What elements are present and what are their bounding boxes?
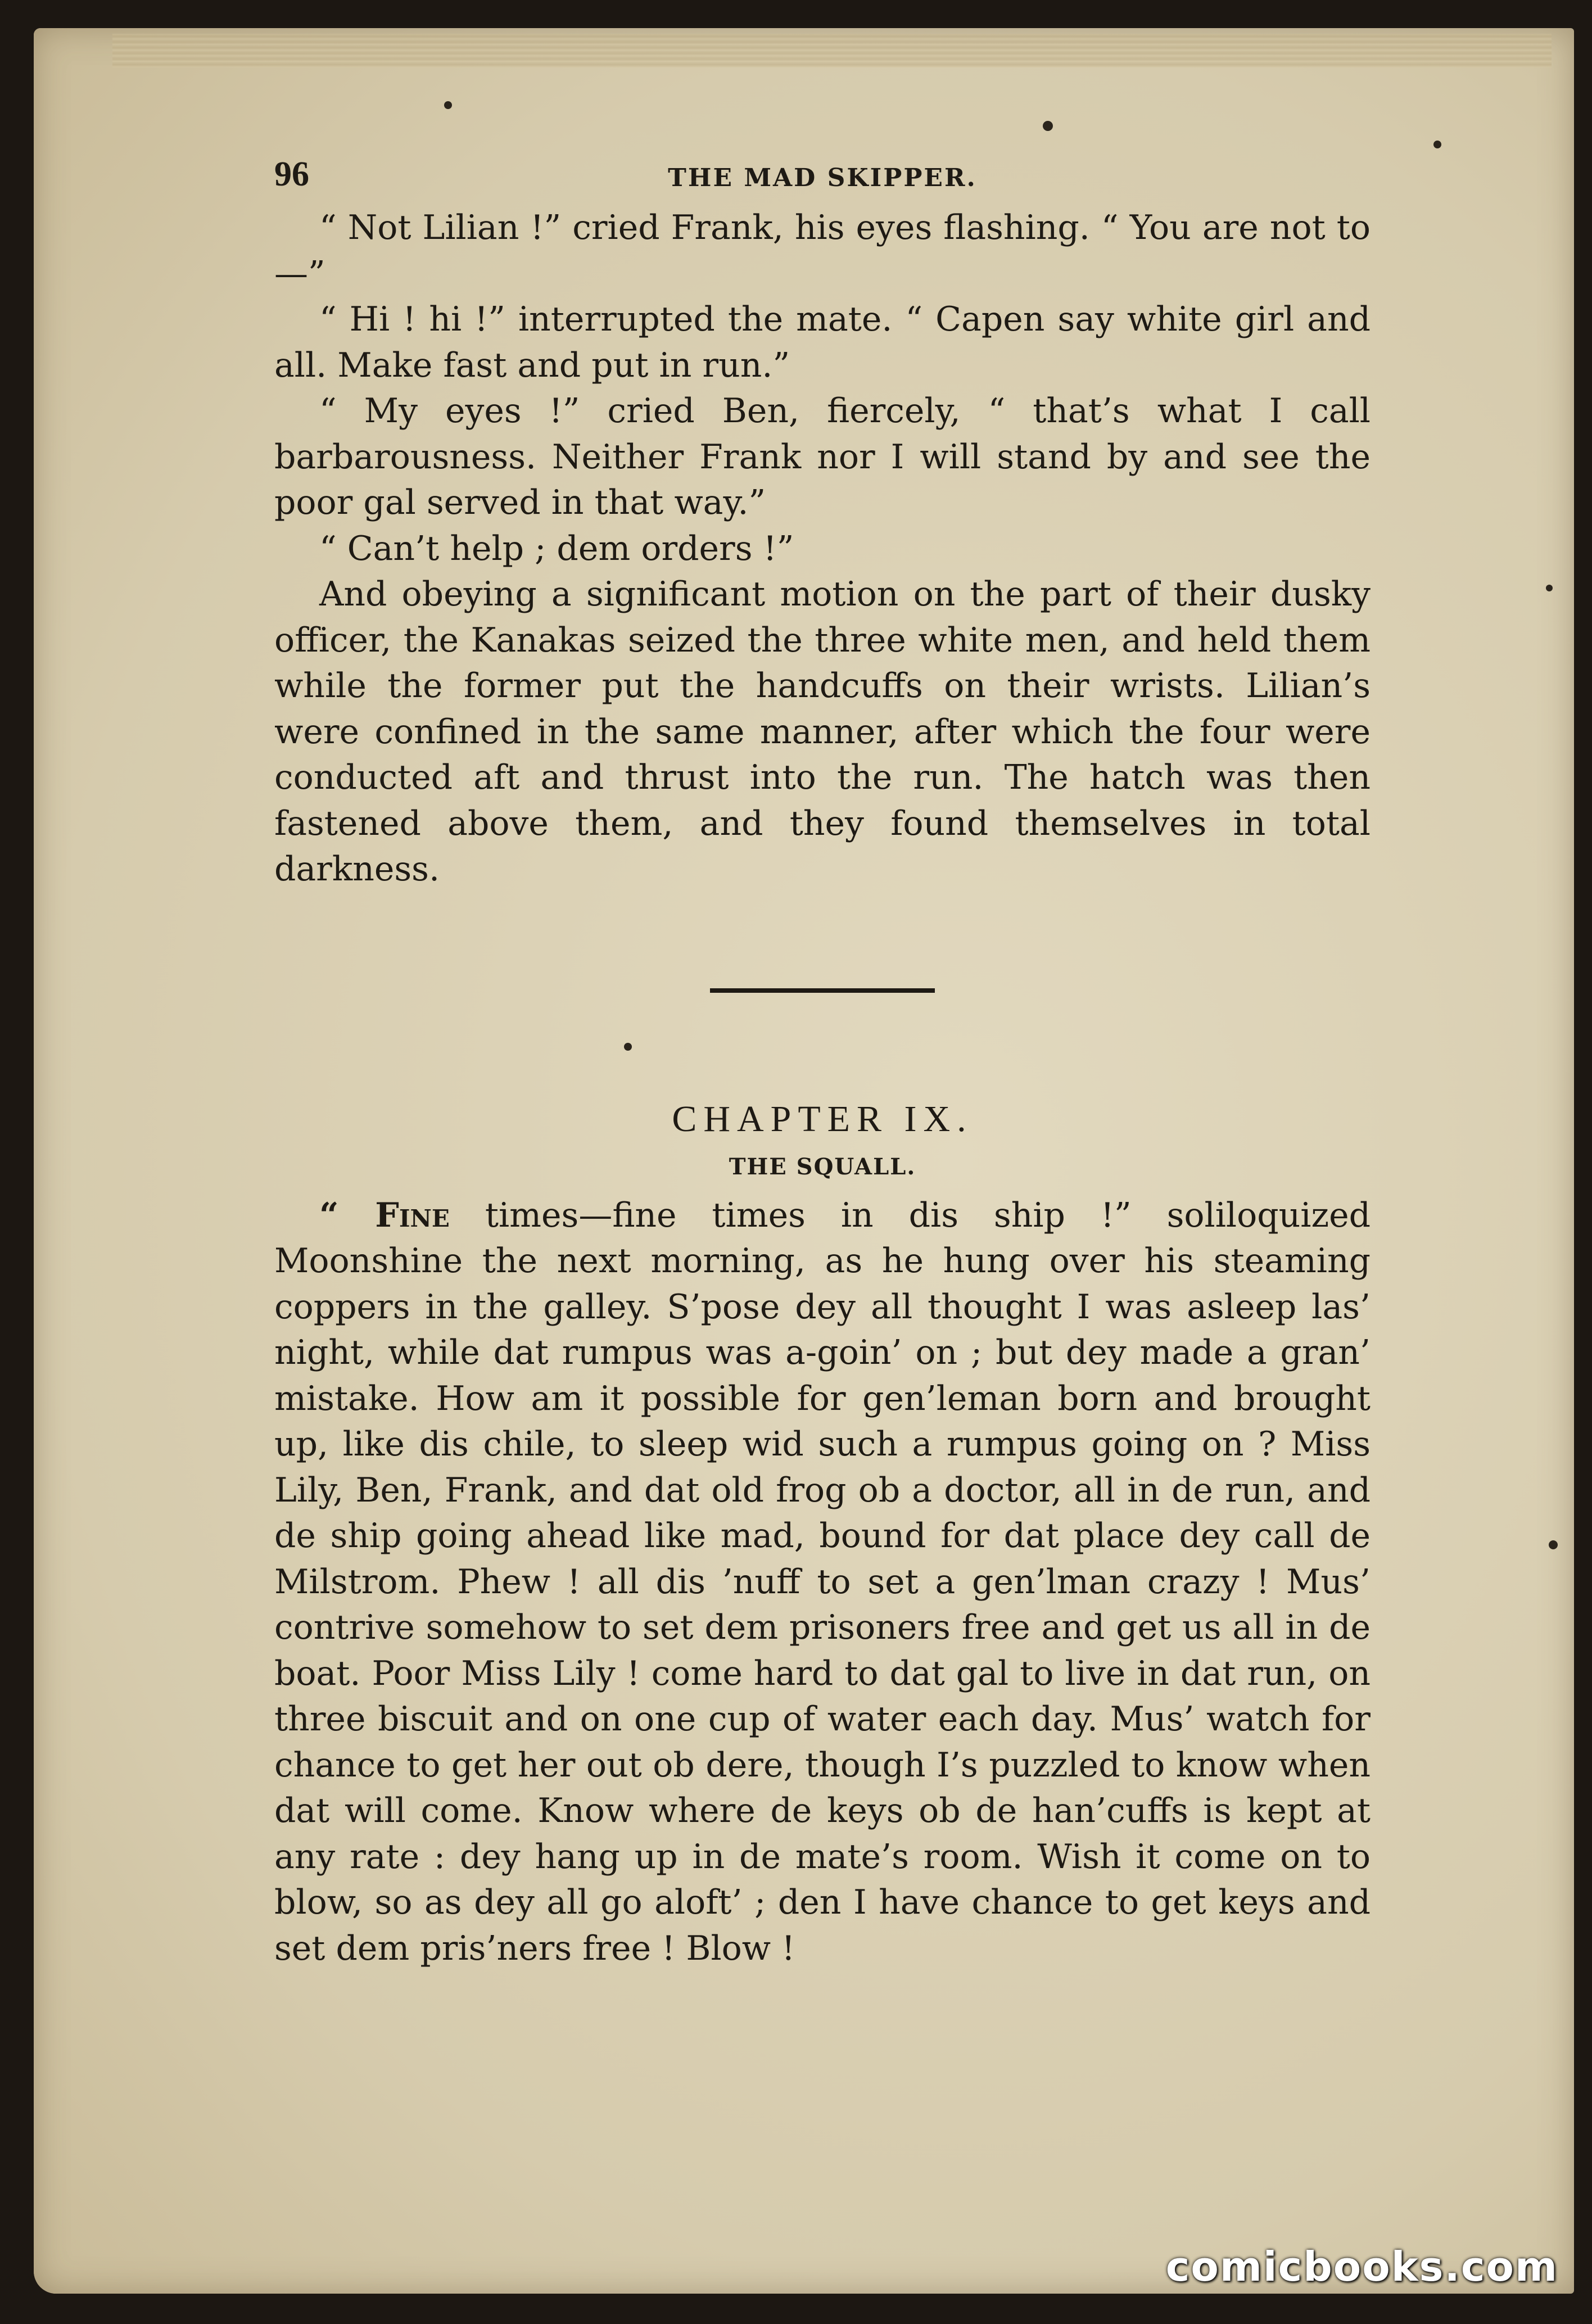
paragraph: “ Can’t help ; dem orders !” [319,528,794,568]
paragraph: “ Hi ! hi !” interrupted the mate. “ Capen say white girl and all. Make fast and put in run.” [274,300,1371,385]
section-text [274,205,1371,893]
running-head [274,152,1371,205]
paragraph: And obeying a significant motion on the part of their dusky officer, the Kanakas seized the three white men, and held them while the former put the handcuffs on their wrists. Lilian’s were confined in the same manner, after which the four were conducted aft and thrust into the run. The hatch was then fastened above them, and they found themselves in total darkness. [274,575,1371,889]
paragraph: “ Not Lilian !” cried Frank, his eyes flashing. “ You are not to—” [274,208,1371,293]
opening-word: “ Fine [319,1195,450,1235]
page-number: 96 [274,155,309,193]
paragraph: “ My eyes !” cried Ben, fiercely, “ that’s what I call barbarousness. Neither Frank nor I will stand by and see the poor gal served in that way.” [274,391,1371,522]
chapter-opening-paragraph [274,1193,1371,1972]
page-top-edge [112,34,1552,67]
opening-text: times—fine times in dis ship !” soliloquized Moonshine the next morning, as he hung over his steaming coppers in the galley. S’pose dey all thought I was asleep las’ night, while dat rumpus was a-goin’ on ; but dey made a gran’ mistake. How am it possible for gen’leman born and brought up, like dis chile, to sleep wid such a rumpus going on ? Miss Lily, Ben, Frank, and dat old frog ob a doctor, all in de run, and de ship going ahead like mad, bound for dat place dey call de Milstrom. Phew ! all dis ’nuff to set a gen’lman crazy ! Mus’ contrive somehow to set dem prisoners free and get us all in de boat. Poor Miss Lily ! come hard to dat gal to live in dat run, on three biscuit and on one cup of water each day. Mus’ watch for chance to get her out ob dere, though I’s puzzled to know when dat will come. Know where de keys ob de han’cuffs is kept at any rate : dey hang up in de mate’s room. Wish it come on to blow, so as dey all go aloft’ ; den I have chance to get keys and set dem pris’ners free ! Blow ! [274,1195,1371,1968]
running-title: THE MAD SKIPPER. [668,164,977,192]
foxing-speck [1043,121,1053,131]
foxing-speck [1549,1540,1558,1549]
foxing-speck [1546,585,1553,591]
section-divider [710,988,935,993]
page-text [274,152,1371,1972]
foxing-speck [444,101,452,109]
watermark: comicbooks.com [1165,2243,1558,2290]
chapter-subtitle: THE SQUALL. [729,1153,916,1180]
foxing-speck [1433,141,1441,148]
chapter-title: CHAPTER IX. [672,1098,973,1140]
